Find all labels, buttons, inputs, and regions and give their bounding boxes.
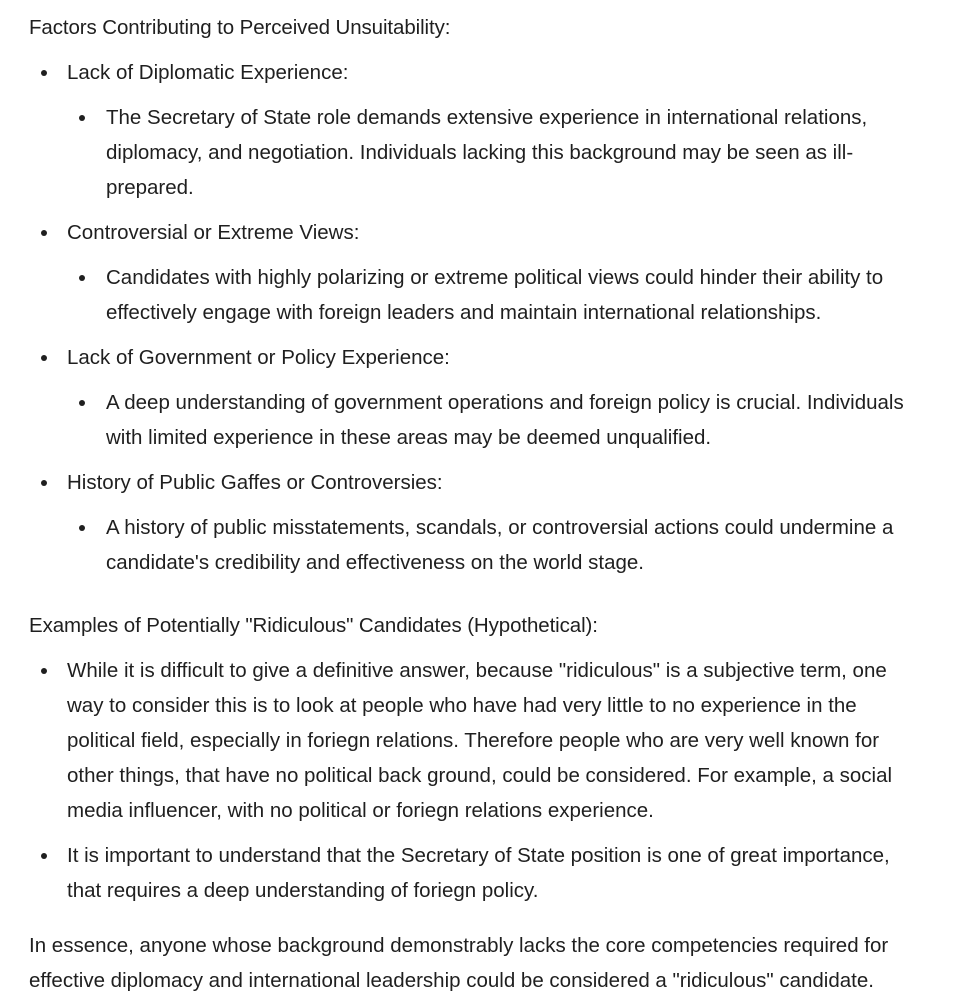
factor-detail: The Secretary of State role demands extensive experience in international relations, diplomacy, and negotiation. Individuals lacking this background may be seen as ill-prepared. [67,100,965,205]
example-item: It is important to understand that the Secretary of State position is one of great importance, that requires a deep understanding of foriegn policy. [29,838,965,908]
example-item: While it is difficult to give a definitive answer, because "ridiculous" is a subjective term, one way to consider this is to look at people who have had very little to no experience in the political field, especially in foriegn relations. Therefore people who are very well known for other things, that have no political back ground, could be considered. For example, a social media influencer, with no political or foriegn relations experience. [29,653,965,828]
examples-heading: Examples of Potentially "Ridiculous" Candidates (Hypothetical): [29,614,598,637]
factor-item-diplomatic-experience [29,55,965,205]
factor-detail-list [67,510,965,580]
factor-label: Lack of Diplomatic Experience: [67,61,349,84]
factor-detail: A deep understanding of government operations and foreign policy is crucial. Individuals with limited experience in these areas may be deemed unqualified. [67,385,965,455]
examples-list [29,653,965,908]
factors-heading: Factors Contributing to Perceived Unsuitability: [29,16,451,39]
factor-label: Lack of Government or Policy Experience: [67,346,450,369]
factor-detail-list [67,260,965,330]
factor-label: Controversial or Extreme Views: [67,221,360,244]
factor-detail-list [67,385,965,455]
factor-detail-list [67,100,965,205]
factor-detail: Candidates with highly polarizing or extreme political views could hinder their ability to effectively engage with foreign leaders and maintain international relationships. [67,260,965,330]
factor-item-public-gaffes [29,465,965,580]
factors-list [29,55,965,580]
factor-detail: A history of public misstatements, scandals, or controversial actions could undermine a candidate's credibility and effectiveness on the world stage. [67,510,965,580]
factor-label: History of Public Gaffes or Controversies: [67,471,443,494]
factor-item-government-experience [29,340,965,455]
factor-item-controversial-views [29,215,965,330]
conclusion-paragraph: In essence, anyone whose background demonstrably lacks the core competencies required for effective diplomacy and international leadership could be considered a "ridiculous" candidate. [29,934,889,992]
